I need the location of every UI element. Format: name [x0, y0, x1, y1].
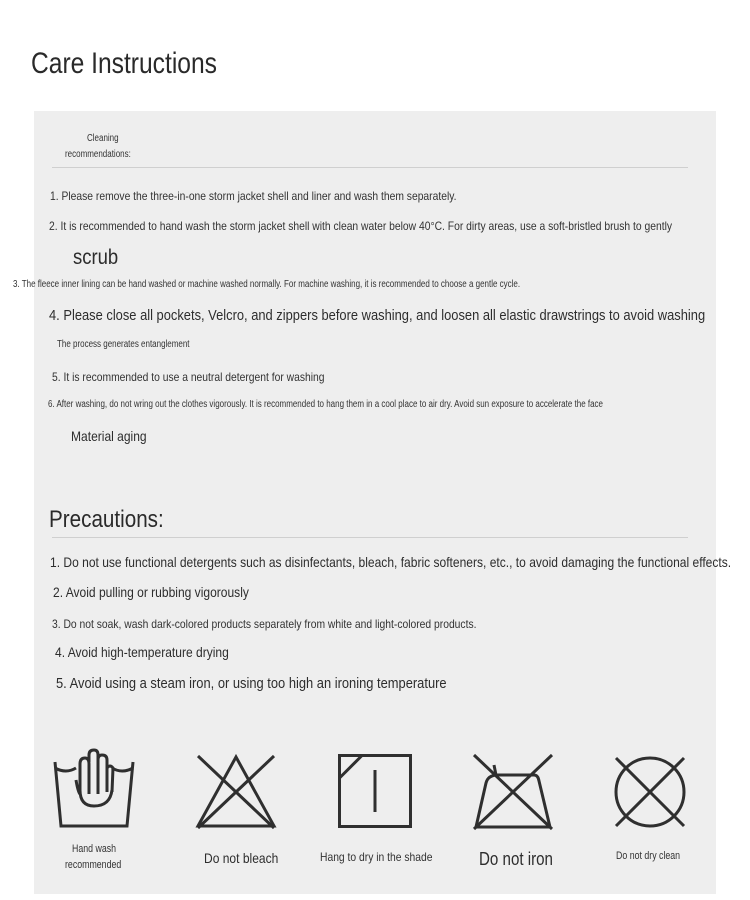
precautions-heading: Precautions: — [49, 506, 164, 533]
precaution-item: 4. Avoid high-temperature drying — [55, 644, 229, 660]
cleaning-item: 3. The fleece inner lining can be hand washed or machine washed normally. For machine washing, it is recommended to choose a gentle cycle. — [13, 279, 521, 290]
cleaning-item-continuation: Material aging — [71, 428, 147, 444]
cleaning-item-continuation: The process generates entanglement — [57, 339, 190, 350]
do-not-dry-clean-label: Do not dry clean — [616, 850, 681, 862]
do-not-bleach-icon — [196, 754, 276, 830]
precaution-item: 2. Avoid pulling or rubbing vigorously — [53, 584, 249, 600]
do-not-iron-label: Do not iron — [479, 849, 553, 869]
hand-wash-label: Hand wash — [72, 843, 117, 855]
page-title: Care Instructions — [31, 47, 217, 80]
hand-wash-label-line2: recommended — [65, 859, 122, 871]
hand-wash-icon — [52, 750, 136, 830]
do-not-dry-clean-icon — [614, 756, 686, 828]
precaution-item: 3. Do not soak, wash dark-colored products separately from white and light-colored products. — [52, 617, 477, 631]
cleaning-item-continuation: scrub — [73, 246, 119, 269]
cleaning-item: 5. It is recommended to use a neutral detergent for washing — [52, 370, 325, 384]
precaution-item: 1. Do not use functional detergents such as disinfectants, bleach, fabric softeners, etc., to avoid damaging the functional effects. — [50, 554, 732, 570]
cleaning-heading: Cleaning — [87, 133, 119, 144]
cleaning-item: 6. After washing, do not wring out the clothes vigorously. It is recommended to hang them in a cool place to air dry. Avoid sun exposure to accelerate the face — [48, 399, 603, 410]
cleaning-item: 4. Please close all pockets, Velcro, and zippers before washing, and loosen all elastic drawstrings to avoid washing — [49, 307, 706, 324]
cleaning-divider — [52, 167, 688, 168]
cleaning-item: 1. Please remove the three-in-one storm jacket shell and liner and wash them separately. — [50, 189, 457, 203]
dry-in-shade-label: Hang to dry in the shade — [320, 850, 433, 864]
do-not-iron-icon — [472, 753, 554, 831]
cleaning-heading-line2: recommendations: — [65, 149, 131, 160]
cleaning-item: 2. It is recommended to hand wash the storm jacket shell with clean water below 40°C. For dirty areas, use a soft-bristled brush to gently — [49, 219, 673, 233]
precautions-divider — [52, 537, 688, 538]
dry-in-shade-icon — [338, 754, 412, 828]
do-not-bleach-label: Do not bleach — [204, 850, 279, 866]
precaution-item: 5. Avoid using a steam iron, or using too high an ironing temperature — [56, 675, 447, 692]
